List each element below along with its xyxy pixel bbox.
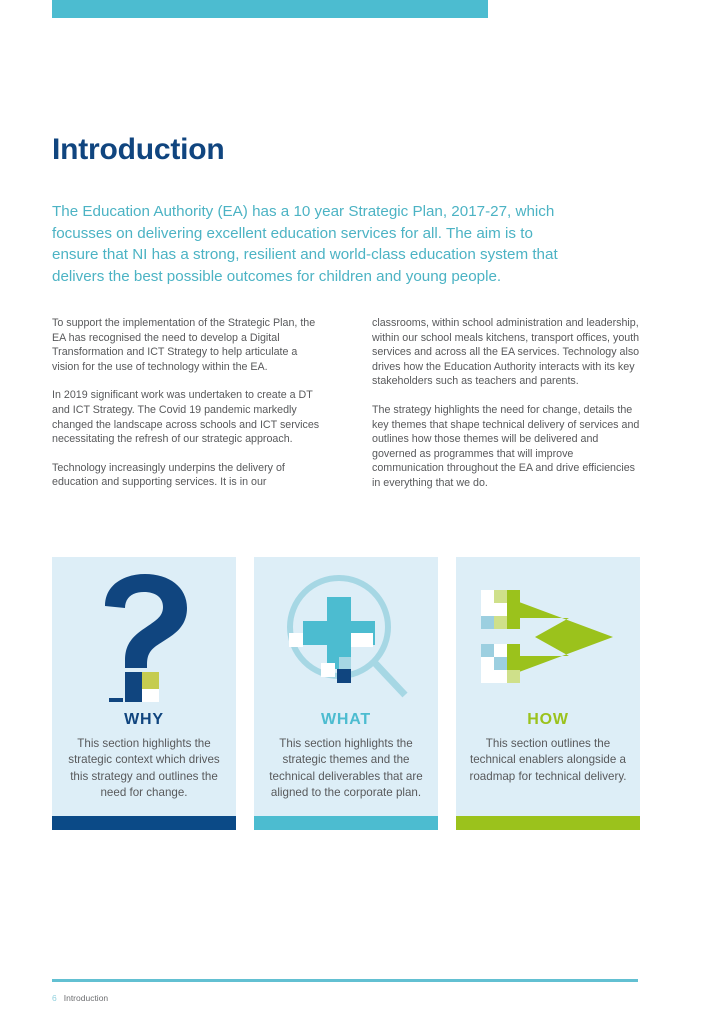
footer [52,993,108,1003]
page-title: Introduction [52,133,225,166]
lead-paragraph: The Education Authority (EA) has a 10 year Strategic Plan, 2017-27, which focusses on delivering excellent education services for all. The aim is to ensure that NI has a strong, resilient and world-class education system that delivers the best possible outcomes for children and young people. [52,203,558,285]
paragraph: classrooms, within school administration and leadership, within our school meals kitchens, transport offices, youth services and across all the EA services. Technology also drives how the Education Authority interacts with its key stakeholders such as teachers and parents. [372,317,640,388]
paragraph: In 2019 significant work was undertaken to create a DT and ICT Strategy. The Covid 19 pandemic markedly changed the landscape across schools and ICT services necessitating the refresh of our strategic approach. [52,389,320,446]
top-accent-bar [52,0,488,18]
arrow-right-icon [456,567,640,707]
card-title: WHAT [321,711,371,728]
body-columns [52,316,640,491]
card-what[interactable] [254,557,438,830]
card-text: This section outlines the technical enablers alongside a roadmap for technical delivery. [469,737,627,783]
card-why[interactable] [52,557,236,830]
footer-section-label: Introduction [63,993,109,1003]
page-number: 6 [52,993,57,1003]
card-row [52,557,640,830]
paragraph: The strategy highlights the need for change, details the key themes that shape technical delivery of services and outlines how those themes will be delivered and governed as programmes that will improve communication throughout the EA and drive efficiencies in everything that we do. [372,403,640,489]
card-title: HOW [527,711,569,728]
card-title: WHY [124,711,164,728]
paragraph: To support the implementation of the Strategic Plan, the EA has recognised the need to develop a Digital Transformation and ICT Strategy to help articulate a vision for the use of technology within the EA. [52,317,316,373]
card-how[interactable] [456,557,640,830]
body-column-right [372,316,640,491]
card-accent-bar [52,816,236,830]
body-column-left [52,316,320,491]
magnifier-plus-icon [254,567,438,707]
card-accent-bar [254,816,438,830]
card-accent-bar [456,816,640,830]
question-mark-icon [52,567,236,707]
paragraph: Technology increasingly underpins the delivery of education and supporting services. It is in our [52,461,285,489]
card-text: This section highlights the strategic themes and the technical deliverables that are aligned to the corporate plan. [269,737,423,800]
footer-rule [52,979,638,982]
card-text: This section highlights the strategic context which drives this strategy and outlines the need for change. [68,737,220,800]
